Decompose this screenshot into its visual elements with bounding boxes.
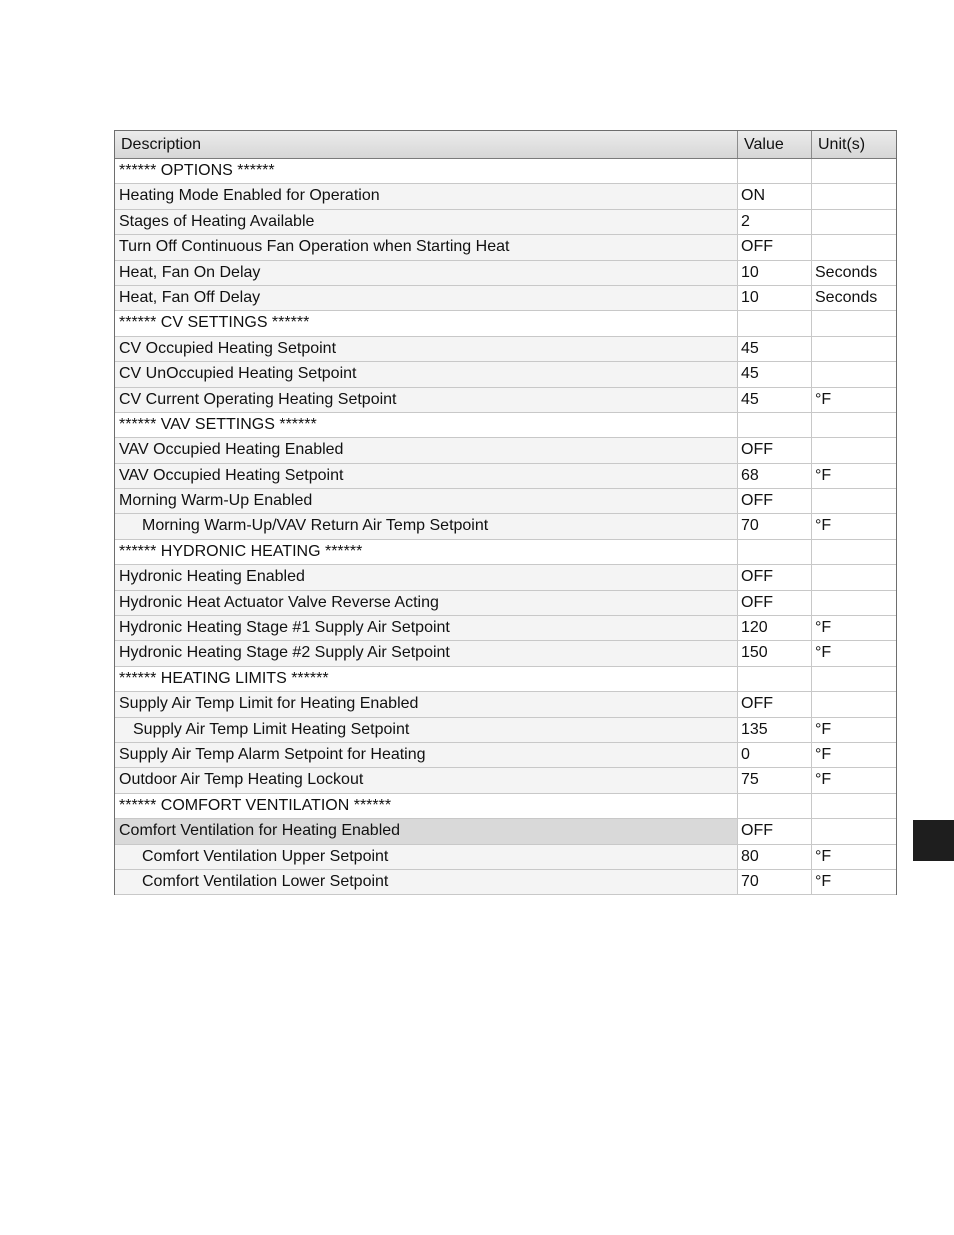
description-cell: Heat, Fan Off Delay bbox=[115, 286, 738, 310]
description-cell: CV Current Operating Heating Setpoint bbox=[115, 388, 738, 412]
description-cell: ****** HYDRONIC HEATING ****** bbox=[115, 540, 738, 564]
units-cell bbox=[812, 692, 896, 716]
units-cell: °F bbox=[815, 771, 832, 789]
units-cell bbox=[812, 413, 896, 437]
description-cell: ****** HEATING LIMITS ****** bbox=[115, 667, 738, 691]
grid-body bbox=[115, 159, 896, 895]
value-cell[interactable]: 10 bbox=[738, 286, 812, 310]
grid-header bbox=[115, 131, 896, 159]
units-cell bbox=[812, 794, 896, 818]
parameter-grid bbox=[114, 130, 897, 895]
column-header-description[interactable]: Description bbox=[115, 131, 738, 158]
value-cell[interactable]: 0 bbox=[738, 743, 812, 767]
description-cell: VAV Occupied Heating Enabled bbox=[115, 438, 738, 462]
units-cell bbox=[812, 489, 896, 513]
units-cell bbox=[812, 337, 896, 361]
value-cell[interactable] bbox=[738, 540, 812, 564]
value-cell[interactable]: 80 bbox=[738, 845, 812, 869]
table-row[interactable] bbox=[115, 286, 896, 311]
description-cell: VAV Occupied Heating Setpoint bbox=[115, 464, 738, 488]
value-cell[interactable]: 45 bbox=[738, 362, 812, 386]
units-cell bbox=[812, 819, 896, 843]
units-cell: °F bbox=[815, 720, 832, 738]
description-cell: Hydronic Heating Stage #2 Supply Air Setpoint bbox=[115, 641, 738, 665]
value-cell[interactable]: 70 bbox=[738, 514, 812, 538]
value-cell[interactable]: OFF bbox=[738, 489, 812, 513]
value-cell[interactable]: 135 bbox=[738, 718, 812, 742]
table-row[interactable] bbox=[115, 870, 896, 895]
units-cell bbox=[812, 565, 896, 589]
value-cell[interactable] bbox=[738, 794, 812, 818]
description-cell: Comfort Ventilation Upper Setpoint bbox=[115, 845, 738, 869]
value-cell[interactable]: OFF bbox=[738, 565, 812, 589]
description-cell: Heating Mode Enabled for Operation bbox=[115, 184, 738, 208]
description-cell: ****** OPTIONS ****** bbox=[115, 159, 738, 183]
description-cell: Hydronic Heating Enabled bbox=[115, 565, 738, 589]
value-cell[interactable]: 68 bbox=[738, 464, 812, 488]
table-row[interactable] bbox=[115, 235, 896, 260]
description-cell: Supply Air Temp Alarm Setpoint for Heating bbox=[115, 743, 738, 767]
table-row[interactable] bbox=[115, 438, 896, 463]
column-header-value[interactable]: Value bbox=[738, 131, 812, 158]
units-cell: °F bbox=[815, 872, 832, 890]
value-cell[interactable]: ON bbox=[738, 184, 812, 208]
units-cell bbox=[812, 210, 896, 234]
description-cell: ****** COMFORT VENTILATION ****** bbox=[115, 794, 738, 818]
description-cell: Stages of Heating Available bbox=[115, 210, 738, 234]
description-cell: Morning Warm-Up/VAV Return Air Temp Setpoint bbox=[115, 514, 738, 538]
units-cell bbox=[812, 362, 896, 386]
units-cell bbox=[812, 667, 896, 691]
section-header-row[interactable] bbox=[115, 794, 896, 819]
description-cell: CV UnOccupied Heating Setpoint bbox=[115, 362, 738, 386]
units-cell bbox=[812, 184, 896, 208]
description-cell: Supply Air Temp Limit for Heating Enabled bbox=[115, 692, 738, 716]
table-row[interactable] bbox=[115, 692, 896, 717]
description-cell: Outdoor Air Temp Heating Lockout bbox=[115, 768, 738, 792]
description-cell: Hydronic Heat Actuator Valve Reverse Acting bbox=[115, 591, 738, 615]
table-row[interactable] bbox=[115, 210, 896, 235]
table-row[interactable] bbox=[115, 337, 896, 362]
value-cell[interactable]: OFF bbox=[738, 235, 812, 259]
value-cell[interactable]: OFF bbox=[738, 438, 812, 462]
units-cell: °F bbox=[815, 644, 832, 662]
table-row[interactable] bbox=[115, 565, 896, 590]
section-tab-marker bbox=[913, 820, 954, 861]
units-cell bbox=[812, 540, 896, 564]
description-cell: Supply Air Temp Limit Heating Setpoint bbox=[115, 718, 738, 742]
section-header-row[interactable] bbox=[115, 540, 896, 565]
value-cell[interactable]: 2 bbox=[738, 210, 812, 234]
value-cell[interactable]: 10 bbox=[738, 261, 812, 285]
table-row[interactable] bbox=[115, 718, 896, 743]
table-row[interactable] bbox=[115, 616, 896, 641]
table-row[interactable] bbox=[115, 591, 896, 616]
description-cell: CV Occupied Heating Setpoint bbox=[115, 337, 738, 361]
value-cell[interactable]: 120 bbox=[738, 616, 812, 640]
description-cell: ****** CV SETTINGS ****** bbox=[115, 311, 738, 335]
description-cell: Morning Warm-Up Enabled bbox=[115, 489, 738, 513]
units-cell: Seconds bbox=[815, 263, 878, 281]
value-cell[interactable]: 70 bbox=[738, 870, 812, 894]
value-cell[interactable]: 45 bbox=[738, 388, 812, 412]
table-row[interactable] bbox=[115, 388, 896, 413]
table-row[interactable] bbox=[115, 261, 896, 286]
table-row[interactable] bbox=[115, 743, 896, 768]
value-cell[interactable]: 150 bbox=[738, 641, 812, 665]
table-row[interactable] bbox=[115, 819, 896, 844]
description-cell: ****** VAV SETTINGS ****** bbox=[115, 413, 738, 437]
section-header-row[interactable] bbox=[115, 311, 896, 336]
table-row[interactable] bbox=[115, 845, 896, 870]
section-header-row[interactable] bbox=[115, 667, 896, 692]
value-cell[interactable]: OFF bbox=[738, 819, 812, 843]
value-cell[interactable] bbox=[738, 667, 812, 691]
units-cell: Seconds bbox=[815, 288, 878, 306]
table-row[interactable] bbox=[115, 768, 896, 793]
units-cell: °F bbox=[815, 517, 832, 535]
section-header-row[interactable] bbox=[115, 413, 896, 438]
units-cell bbox=[812, 159, 896, 183]
table-row[interactable] bbox=[115, 514, 896, 539]
description-cell: Comfort Ventilation Lower Setpoint bbox=[115, 870, 738, 894]
table-row[interactable] bbox=[115, 184, 896, 209]
table-row[interactable] bbox=[115, 464, 896, 489]
units-cell: °F bbox=[815, 745, 832, 763]
value-cell[interactable]: OFF bbox=[738, 692, 812, 716]
units-cell bbox=[812, 591, 896, 615]
table-row[interactable] bbox=[115, 489, 896, 514]
value-cell[interactable]: 45 bbox=[738, 337, 812, 361]
description-cell: Hydronic Heating Stage #1 Supply Air Setpoint bbox=[115, 616, 738, 640]
column-header-units[interactable]: Unit(s) bbox=[812, 131, 896, 158]
value-cell[interactable] bbox=[738, 413, 812, 437]
description-cell: Turn Off Continuous Fan Operation when Starting Heat bbox=[115, 235, 738, 259]
value-cell[interactable]: 75 bbox=[738, 768, 812, 792]
section-header-row[interactable] bbox=[115, 159, 896, 184]
table-row[interactable] bbox=[115, 641, 896, 666]
units-cell: °F bbox=[815, 847, 832, 865]
units-cell bbox=[812, 235, 896, 259]
value-cell[interactable] bbox=[738, 311, 812, 335]
value-cell[interactable]: OFF bbox=[738, 591, 812, 615]
table-row[interactable] bbox=[115, 362, 896, 387]
value-cell[interactable] bbox=[738, 159, 812, 183]
units-cell bbox=[812, 311, 896, 335]
description-cell: Heat, Fan On Delay bbox=[115, 261, 738, 285]
units-cell bbox=[812, 438, 896, 462]
units-cell: °F bbox=[815, 390, 832, 408]
description-cell: Comfort Ventilation for Heating Enabled bbox=[115, 819, 738, 843]
units-cell: °F bbox=[815, 619, 832, 637]
units-cell: °F bbox=[815, 466, 832, 484]
